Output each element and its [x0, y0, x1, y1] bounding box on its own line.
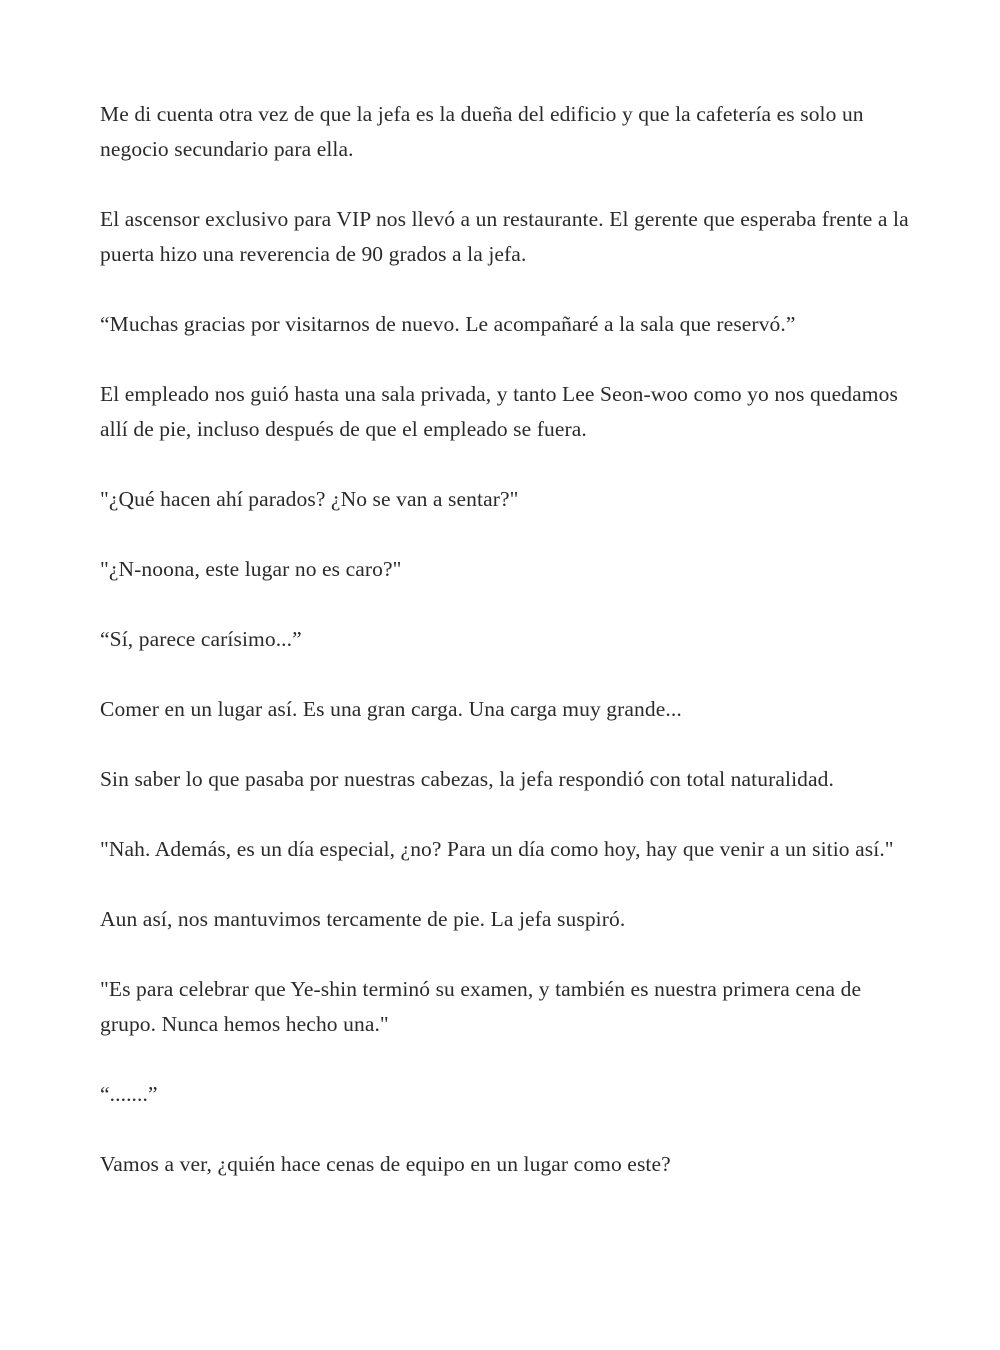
paragraph: El ascensor exclusivo para VIP nos llevó a un restaurante. El gerente que esperaba frente a la puerta hizo una reverencia de 90 grados a la jefa. — [100, 207, 909, 266]
paragraph: "Es para celebrar que Ye-shin terminó su examen, y también es nuestra primera cena de grupo. Nunca hemos hecho una." — [100, 977, 862, 1036]
paragraph: “.......” — [100, 1082, 158, 1106]
article-body — [100, 97, 910, 1217]
paragraph: Sin saber lo que pasaba por nuestras cabezas, la jefa respondió con total naturalidad. — [100, 767, 834, 791]
paragraph: “Sí, parece carísimo...” — [100, 627, 302, 651]
paragraph: "¿N-noona, este lugar no es caro?" — [100, 557, 402, 581]
paragraph: Me di cuenta otra vez de que la jefa es la dueña del edificio y que la cafetería es solo un negocio secundario para ella. — [100, 102, 864, 161]
paragraph: "¿Qué hacen ahí parados? ¿No se van a sentar?" — [100, 487, 519, 511]
paragraph: Vamos a ver, ¿quién hace cenas de equipo en un lugar como este? — [100, 1152, 671, 1176]
paragraph: Aun así, nos mantuvimos tercamente de pie. La jefa suspiró. — [100, 907, 626, 931]
paragraph: El empleado nos guió hasta una sala privada, y tanto Lee Seon-woo como yo nos quedamos allí de pie, incluso después de que el empleado se fuera. — [100, 382, 898, 441]
paragraph: “Muchas gracias por visitarnos de nuevo. Le acompañaré a la sala que reservó.” — [100, 312, 796, 336]
paragraph: Comer en un lugar así. Es una gran carga. Una carga muy grande... — [100, 697, 682, 721]
paragraph: "Nah. Además, es un día especial, ¿no? Para un día como hoy, hay que venir a un sitio así." — [100, 837, 894, 861]
